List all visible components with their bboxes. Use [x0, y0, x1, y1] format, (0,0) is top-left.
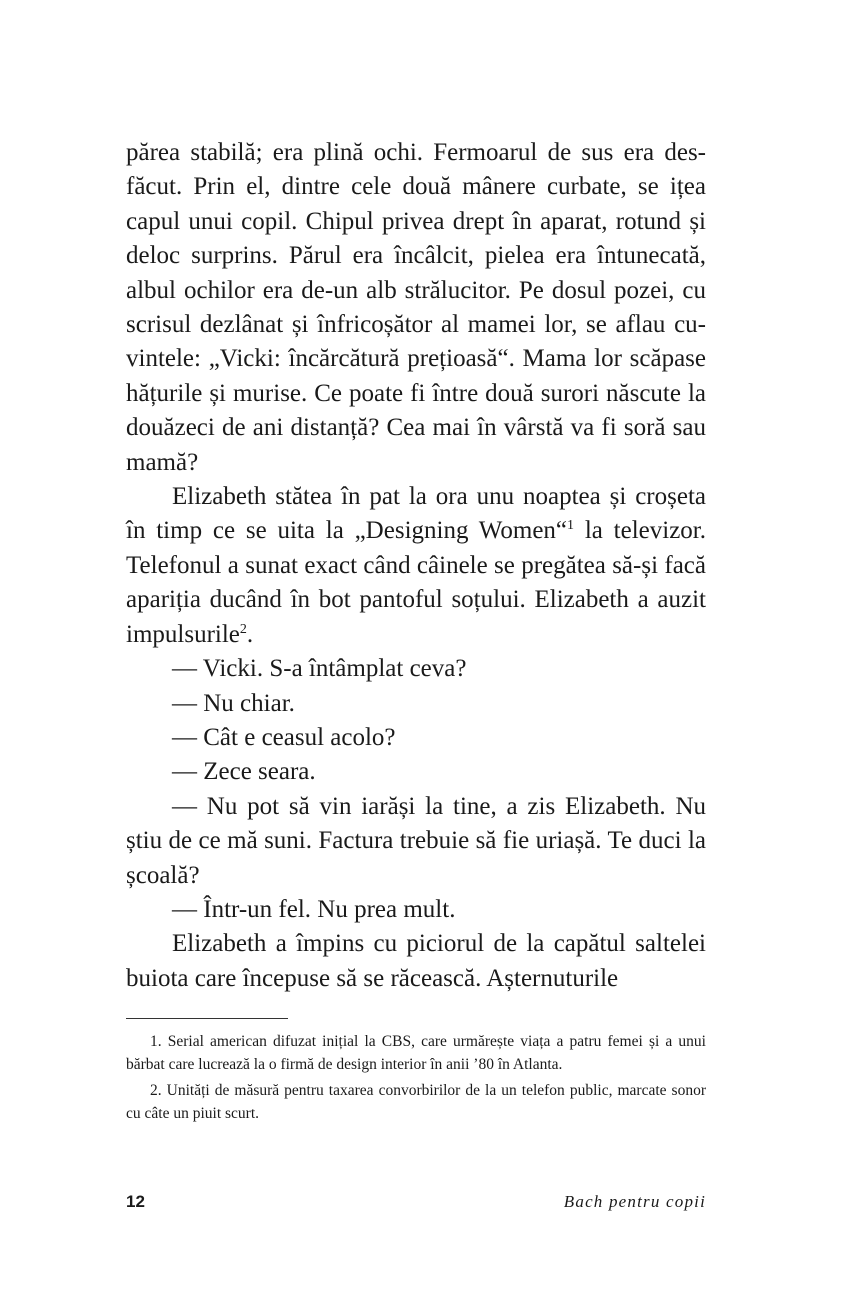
running-title: Bach pentru copii [563, 1192, 706, 1211]
footnotes [126, 1030, 706, 1128]
footnote-separator [126, 1018, 288, 1019]
paragraph-text: la televizor. Telefonul a sunat exact când câinele se pregătea să-și facă apariția ducând în bot pantoful soțului. Elizabeth a auzit impulsurile [126, 517, 706, 648]
dialogue-line: — Într-un fel. Nu prea mult. [172, 895, 456, 923]
body-text [126, 136, 706, 996]
footnote-2: 2. Unități de măsură pentru taxarea convorbirilor de la un telefon public, marcate sonor cu câte un piuit scurt. [126, 1082, 706, 1122]
page-number: 12 [126, 1192, 145, 1211]
dialogue-line: — Nu pot să vin iarăși la tine, a zis Elizabeth. Nu știu de ce mă suni. Factura trebuie să fie uriașă. Te duci la școală? [126, 792, 706, 889]
footnote-1: 1. Serial american difuzat inițial la CBS, care urmărește viața a patru femei și a unui bărbat care lucrează la o firmă de design interior în anii ’80 în Atlanta. [126, 1033, 706, 1073]
paragraph-text: Elizabeth stătea în pat la ora unu noaptea și croșeta în timp ce se uita la „Designing Women“ [126, 483, 706, 545]
footnote-ref-2[interactable]: 2 [239, 621, 247, 637]
footnote-ref-1[interactable]: 1 [567, 518, 575, 534]
paragraph: Elizabeth a împins cu piciorul de la capătul saltelei buiota care începuse să se răcească. Așternuturile [126, 930, 706, 992]
paragraph [126, 480, 706, 652]
dialogue-line: — Vicki. S-a întâmplat ceva? [172, 655, 467, 683]
dialogue-line: — Nu chiar. [172, 689, 295, 717]
paragraph: părea stabilă; era plină ochi. Fermoarul de sus era desfăcut. Prin el, dintre cele două mânere curbate, se ițea capul unui copil. Chipul privea drept în aparat, rotund și deloc surprins. Părul era încâlcit, pielea era întunecată, albul ochilor era de-un alb strălucitor. Pe dosul pozei, cu scrisul dezlânat și înfricoșător al mamei lor, se aflau cuvintele: „Vicki: încărcătură prețioasă“. Mama lor scăpase hățurile și murise. Ce poate fi între două surori născute la douăzeci de ani distanță? Cea mai în vârstă va fi soră sau mamă? [126, 139, 706, 476]
dialogue-line: — Zece seara. [172, 758, 316, 786]
paragraph-text: . [246, 620, 254, 648]
dialogue-line: — Cât e ceasul acolo? [172, 723, 396, 751]
